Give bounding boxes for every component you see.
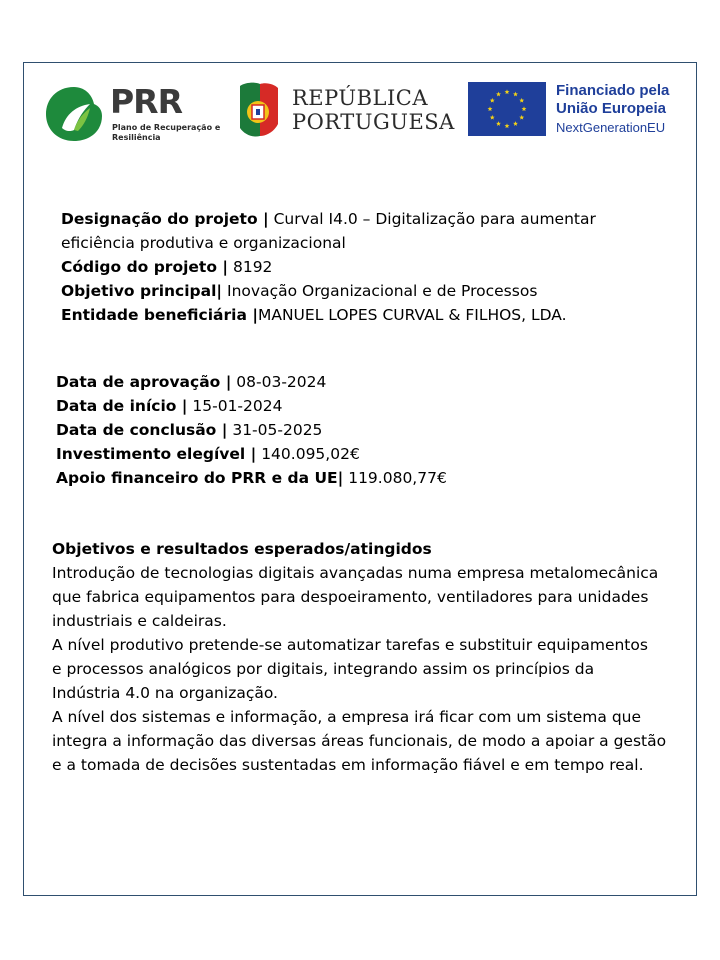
- objectives-p1-line-3: industriais e caldeiras.: [52, 612, 227, 630]
- designacao-line-2: eficiência produtiva e organizacional: [61, 234, 346, 252]
- rp-line-1: REPÚBLICA: [292, 86, 429, 110]
- eu-star-icon: [488, 106, 493, 111]
- objectives-p2-line-2: e processos analógicos por digitais, integrando assim os princípios da: [52, 660, 595, 678]
- dates-block: [56, 370, 636, 490]
- designacao-line: [61, 207, 641, 231]
- eu-line-1: Financiado pela: [556, 82, 670, 99]
- entidade-value: MANUEL LOPES CURVAL & FILHOS, LDA.: [257, 306, 567, 324]
- conclusao-label: Data de conclusão |: [56, 421, 228, 439]
- objectives-heading: Objetivos e resultados esperados/atingidos: [52, 540, 432, 558]
- project-info-block: [61, 207, 641, 327]
- objectives-p2-line-1: A nível produtivo pretende-se automatizar tarefas e substituir equipamentos: [52, 636, 648, 654]
- portugal-emblem-icon: [236, 80, 282, 140]
- eu-star-icon: [513, 92, 518, 97]
- eu-funding-logo: [468, 82, 698, 138]
- apoio-value: 119.080,77€: [343, 469, 447, 487]
- eu-line-3: NextGenerationEU: [556, 120, 666, 135]
- aprovacao-value: 08-03-2024: [231, 373, 327, 391]
- objectives-p3-line-2: integra a informação das diversas áreas funcionais, de modo a apoiar a gestão: [52, 732, 667, 750]
- objetivo-label: Objetivo principal|: [61, 282, 223, 300]
- objectives-p2-line-3: Indústria 4.0 na organização.: [52, 684, 278, 702]
- inicio-label: Data de início |: [56, 397, 188, 415]
- objetivo-value: Inovação Organizacional e de Processos: [222, 282, 538, 300]
- investimento-value: 140.095,02€: [256, 445, 360, 463]
- inicio-line: [56, 394, 636, 418]
- codigo-label: Código do projeto |: [61, 258, 229, 276]
- eu-star-icon: [519, 115, 524, 120]
- designacao-value: Curval I4.0 – Digitalização para aumentar: [268, 210, 596, 228]
- eu-star-icon: [522, 106, 527, 111]
- entidade-line: [61, 303, 641, 327]
- prr-logo: [44, 84, 224, 144]
- eu-star-icon: [519, 98, 524, 103]
- inicio-value: 15-01-2024: [187, 397, 283, 415]
- entidade-label: Entidade beneficiária |: [61, 306, 258, 324]
- objetivo-line: [61, 279, 641, 303]
- designacao-label: Designação do projeto |: [61, 210, 269, 228]
- aprovacao-label: Data de aprovação |: [56, 373, 232, 391]
- investimento-line: [56, 442, 636, 466]
- rp-line-2: PORTUGUESA: [292, 110, 455, 134]
- codigo-line: [61, 255, 641, 279]
- codigo-value: 8192: [228, 258, 273, 276]
- objectives-p1-line-2: que fabrica equipamentos para despoeiramento, ventiladores para unidades: [52, 588, 649, 606]
- eu-star-icon: [490, 115, 495, 120]
- conclusao-value: 31-05-2025: [227, 421, 323, 439]
- eu-star-icon: [513, 121, 518, 126]
- prr-leaf-icon: [44, 84, 106, 144]
- eu-star-icon: [505, 89, 510, 94]
- eu-line-2: União Europeia: [556, 100, 667, 117]
- objectives-p3-line-3: e a tomada de decisões sustentadas em informação fiável e em tempo real.: [52, 756, 644, 774]
- prr-subtitle: Plano de Recuperação e Resiliência: [112, 123, 221, 142]
- objectives-p3-line-1: A nível dos sistemas e informação, a empresa irá ficar com um sistema que: [52, 708, 642, 726]
- objectives-block: [52, 537, 692, 777]
- apoio-label: Apoio financeiro do PRR e da UE|: [56, 469, 344, 487]
- eu-star-icon: [496, 92, 501, 97]
- conclusao-line: [56, 418, 636, 442]
- eu-flag-icon: [468, 82, 546, 136]
- republica-portuguesa-logo: [236, 80, 455, 142]
- aprovacao-line: [56, 370, 636, 394]
- eu-star-icon: [505, 123, 510, 128]
- eu-star-icon: [490, 98, 495, 103]
- apoio-line: [56, 466, 636, 490]
- eu-star-icon: [496, 121, 501, 126]
- objectives-p1-line-1: Introdução de tecnologias digitais avançadas numa empresa metalomecânica: [52, 564, 659, 582]
- investimento-label: Investimento elegível |: [56, 445, 257, 463]
- republica-portuguesa-text: [292, 86, 455, 134]
- prr-title: PRR: [110, 82, 183, 121]
